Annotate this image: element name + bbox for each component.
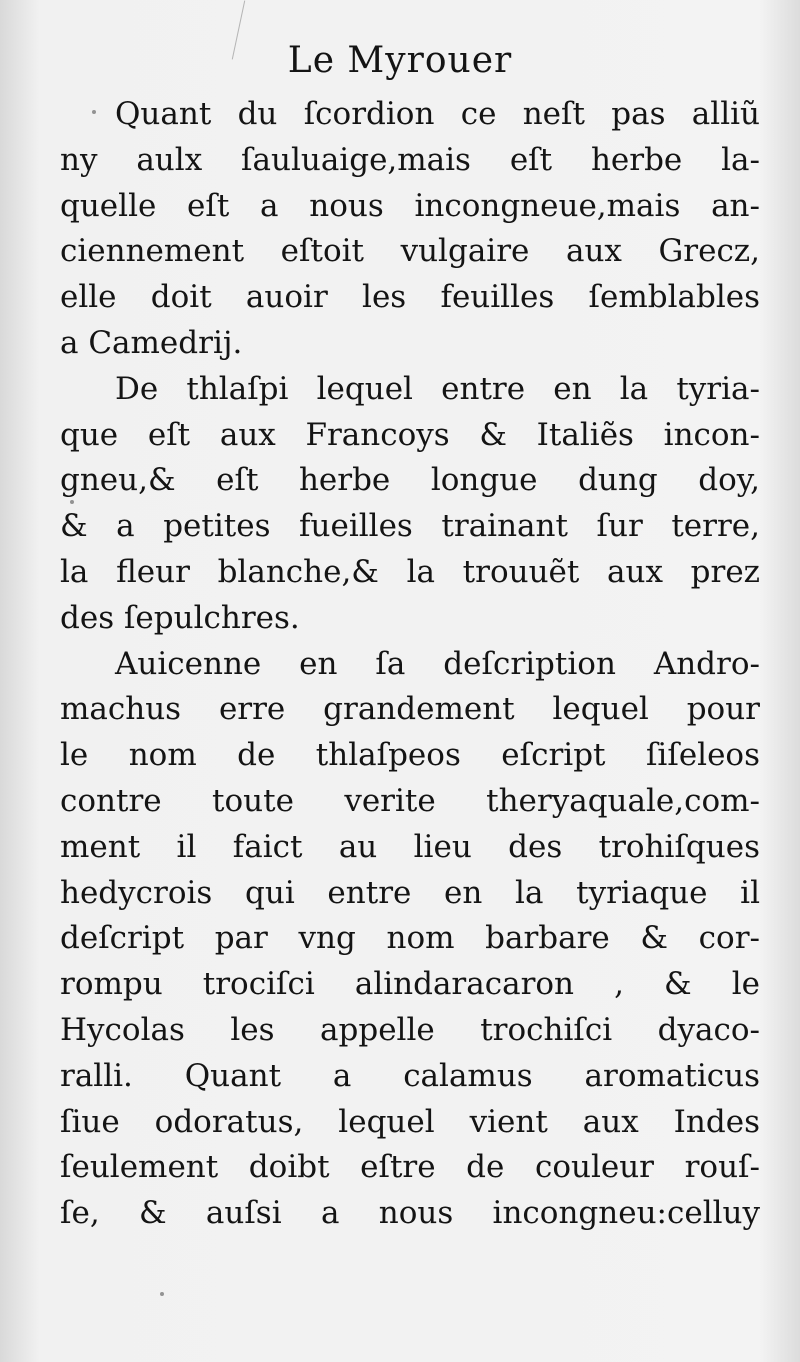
text-line: ſiue odoratus, lequel vient aux Indes <box>60 1103 760 1140</box>
text-line: Auicenne en ſa deſcription Andro- <box>115 645 760 682</box>
text-line: Quant du ſcordion ce neſt pas alliũ <box>115 96 760 132</box>
text-line: ment il faict au lieu des trohiſques <box>60 828 760 865</box>
text-line: Hycolas les appelle trochiſci dyaco- <box>60 1011 760 1048</box>
text-line: quelle eſt a nous incongneue,mais an- <box>60 187 760 224</box>
text-line: a Camedrij. <box>60 324 243 361</box>
text-line: De thlaſpi lequel entre en la tyria- <box>115 370 760 407</box>
text-line: & a petites fueilles trainant ſur terre, <box>60 508 760 545</box>
text-line: machus erre grandement lequel pour <box>60 691 760 728</box>
ink-speck <box>160 1292 164 1296</box>
text-line: des ſepulchres. <box>60 599 300 636</box>
text-line: ny aulx ſauluaige,mais eſt herbe la- <box>60 141 760 178</box>
text-line: que eſt aux Francoys & Italiẽs incon- <box>60 416 760 453</box>
text-line: hedycrois qui entre en la tyriaque il <box>60 874 760 911</box>
text-line: ſe, & auſsi a nous incongneu:celluy <box>60 1195 760 1232</box>
text-line: rompu trociſci alindaracaron , & le <box>60 966 760 1003</box>
text-line: la fleur blanche,& la trouuẽt aux prez <box>60 553 760 590</box>
body-text <box>60 92 760 1237</box>
text-line: gneu,& eſt herbe longue dung doy, <box>60 462 760 499</box>
text-line: deſcript par vng nom barbare & cor- <box>60 920 760 957</box>
text-line: ciennement eſtoit vulgaire aux Grecz, <box>60 233 760 270</box>
ink-speck <box>70 500 74 504</box>
text-line: le nom de thlaſpeos eſcript ſiſeleos <box>60 737 760 774</box>
text-line: elle doit auoir les feuilles ſemblables <box>60 279 760 316</box>
running-header: Le Myrouer <box>287 40 513 81</box>
text-line: ſeulement doibt eſtre de couleur rouſ- <box>60 1149 760 1186</box>
text-line: contre toute verite theryaquale,com- <box>60 782 760 819</box>
text-line: ralli. Quant a calamus aromaticus <box>60 1057 760 1094</box>
ink-speck <box>92 110 96 114</box>
